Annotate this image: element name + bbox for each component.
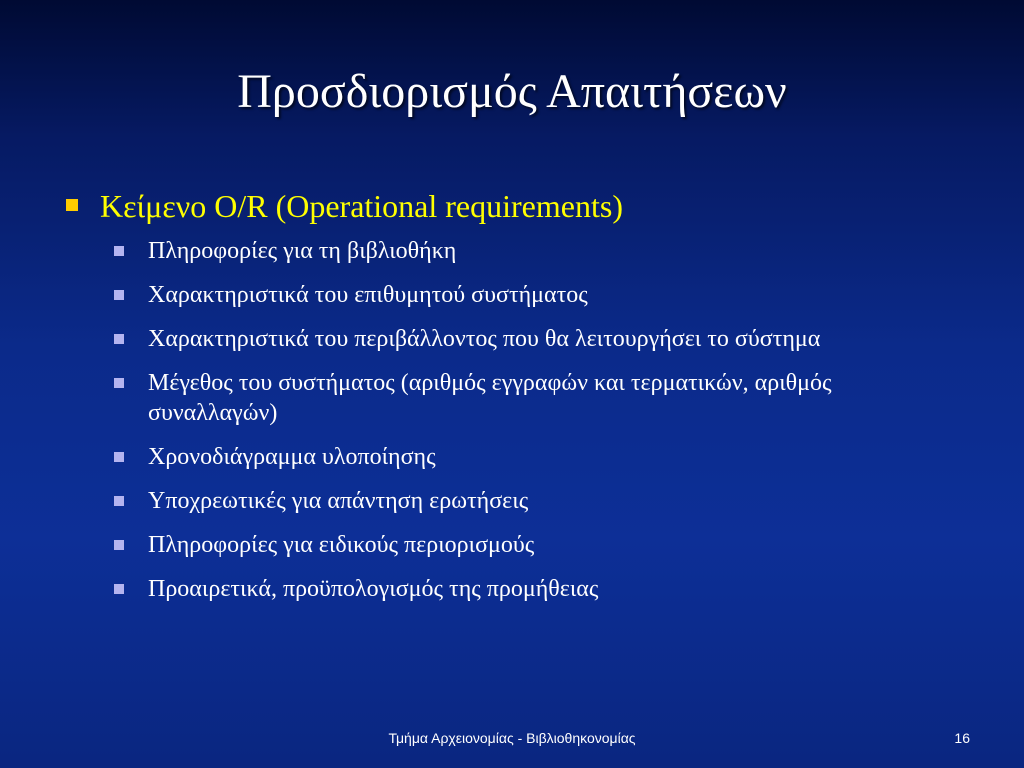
square-bullet-icon: [114, 452, 124, 462]
list-item: [60, 486, 960, 516]
square-bullet-icon: [114, 378, 124, 388]
list-item: [60, 442, 960, 472]
footer-text: Τμήμα Αρχειονομίας - Βιβλιοθηκονομίας: [388, 730, 636, 746]
sub-bullet-text: Πληροφορίες για τη βιβλιοθήκη: [148, 238, 457, 264]
main-bullet-item: [60, 184, 960, 228]
list-item: [60, 236, 960, 266]
square-bullet-icon: [66, 199, 78, 211]
sub-bullet-list: [60, 236, 960, 604]
sub-bullet-text: Χρονοδιάγραμμα υλοποίησης: [148, 444, 436, 470]
sub-bullet-text: Προαιρετικά, προϋπολογισμός της προμήθειας: [148, 576, 599, 602]
square-bullet-icon: [114, 584, 124, 594]
sub-bullet-text: Υποχρεωτικές για απάντηση ερωτήσεις: [148, 488, 529, 514]
list-item: [60, 530, 960, 560]
square-bullet-icon: [114, 290, 124, 300]
list-item: [60, 324, 960, 354]
sub-bullet-text: Χαρακτηριστικά του περιβάλλοντος που θα λειτουργήσει το σύστημα: [148, 326, 821, 352]
square-bullet-icon: [114, 246, 124, 256]
slide-number: 16: [954, 730, 970, 746]
sub-bullet-text: Χαρακτηριστικά του επιθυμητού συστήματος: [148, 282, 588, 308]
square-bullet-icon: [114, 496, 124, 506]
list-item: [60, 368, 960, 428]
square-bullet-icon: [114, 334, 124, 344]
list-item: [60, 280, 960, 310]
square-bullet-icon: [114, 540, 124, 550]
slide-content: [60, 184, 960, 618]
sub-bullet-text: Μέγεθος του συστήματος (αριθμός εγγραφών και τερματικών, αριθμός συναλλαγών): [148, 370, 832, 426]
slide-title: Προσδιορισμός Απαιτήσεων: [237, 65, 787, 118]
main-bullet-text: Κείμενο O/R (Operational requirements): [100, 188, 623, 224]
sub-bullet-text: Πληροφορίες για ειδικούς περιορισμούς: [148, 532, 535, 558]
list-item: [60, 574, 960, 604]
